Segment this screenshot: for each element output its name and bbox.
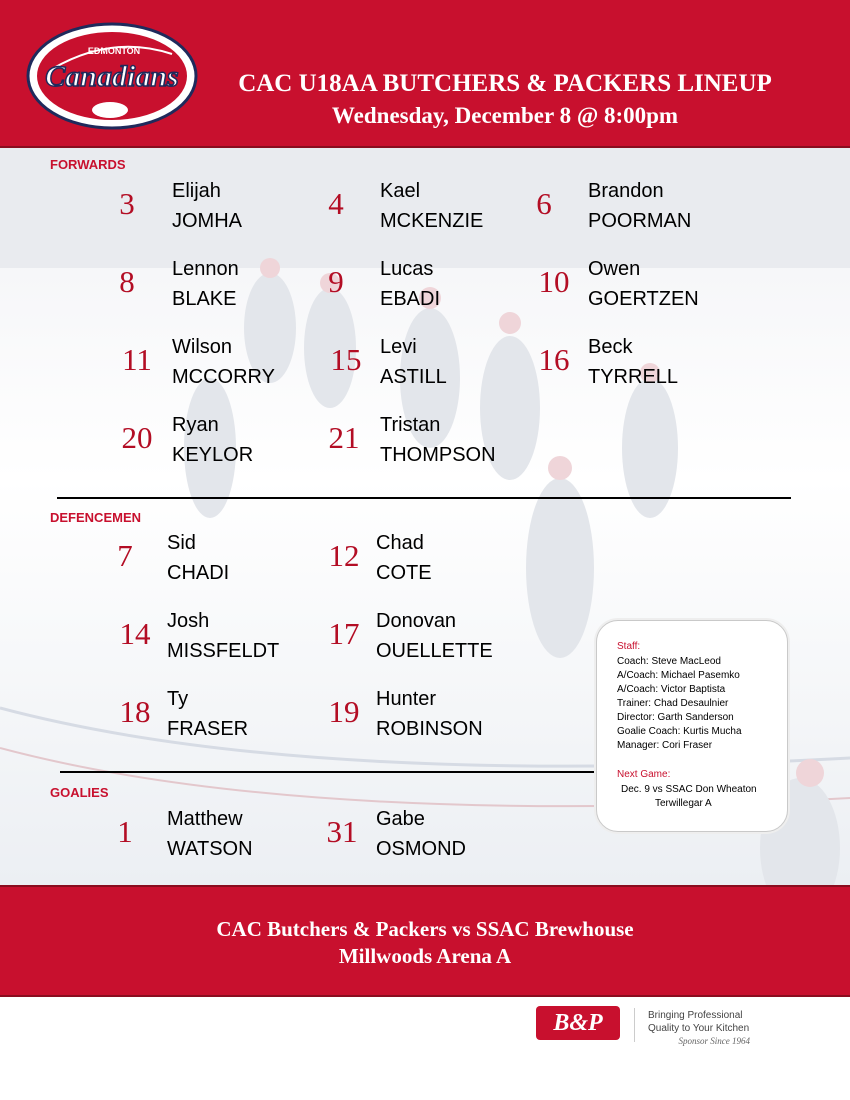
- player-last-name: MISSFELDT: [167, 640, 280, 662]
- sponsor-since: Sponsor Since 1964: [678, 1036, 750, 1046]
- jersey-number: 11: [122, 342, 152, 377]
- player-first-name: Ty: [167, 688, 189, 710]
- player-first-name: Elijah: [172, 180, 221, 202]
- jersey-number: 31: [326, 814, 358, 849]
- staff-line: A/Coach: Michael Pasemko: [617, 670, 740, 681]
- player-first-name: Wilson: [172, 336, 233, 358]
- jersey-number: 7: [117, 538, 133, 573]
- player-last-name: TYRRELL: [588, 366, 679, 388]
- staff-line: Goalie Coach: Kurtis Mucha: [617, 726, 742, 737]
- next-game-heading: Next Game:: [617, 769, 671, 780]
- section-divider: [57, 497, 791, 499]
- jersey-number: 4: [328, 186, 344, 221]
- player-last-name: POORMAN: [588, 210, 692, 232]
- player-last-name: EBADI: [380, 288, 441, 310]
- player-first-name: Sid: [167, 532, 196, 554]
- sponsor-separator: [634, 1008, 635, 1042]
- staff-line: Trainer: Chad Desaulnier: [617, 698, 729, 709]
- jersey-number: 9: [328, 264, 344, 299]
- jersey-number: 20: [121, 420, 153, 455]
- staff-line: Coach: Steve MacLeod: [617, 656, 721, 667]
- player-last-name: ASTILL: [380, 366, 447, 388]
- jersey-number: 12: [328, 538, 360, 573]
- staff-line: A/Coach: Victor Baptista: [617, 684, 726, 695]
- jersey-number: 6: [536, 186, 552, 221]
- jersey-number: 15: [330, 342, 362, 377]
- jersey-number: 17: [328, 616, 360, 651]
- next-game-venue: Terwillegar A: [655, 798, 712, 809]
- player-last-name: MCCORRY: [172, 366, 275, 388]
- player-first-name: Josh: [167, 610, 210, 632]
- section-divider: [60, 771, 594, 773]
- matchup-text: CAC Butchers & Packers vs SSAC Brewhouse: [216, 917, 634, 941]
- goalies-label: GOALIES: [50, 785, 109, 800]
- player-first-name: Matthew: [167, 808, 243, 830]
- player-first-name: Levi: [380, 336, 417, 358]
- player-last-name: GOERTZEN: [588, 288, 699, 310]
- player-first-name: Ryan: [172, 414, 219, 436]
- jersey-number: 14: [119, 616, 151, 651]
- header-banner: [0, 0, 850, 149]
- player-first-name: Gabe: [376, 808, 425, 830]
- jersey-number: 10: [538, 264, 570, 299]
- player-last-name: KEYLOR: [172, 444, 254, 466]
- player-last-name: COTE: [376, 562, 432, 584]
- player-last-name: MCKENZIE: [380, 210, 484, 232]
- staff-line: Manager: Cori Fraser: [617, 740, 713, 751]
- jersey-number: 8: [119, 264, 135, 299]
- sponsor-tagline-1: Bringing Professional: [648, 1010, 743, 1021]
- player-last-name: WATSON: [167, 838, 253, 860]
- team-logo: [22, 14, 202, 134]
- player-first-name: Owen: [588, 258, 641, 280]
- player-first-name: Lucas: [380, 258, 434, 280]
- game-date: Wednesday, December 8 @ 8:00pm: [331, 103, 679, 128]
- player-first-name: Chad: [376, 532, 424, 554]
- player-last-name: BLAKE: [172, 288, 237, 310]
- sponsor-logo: B&P: [536, 1006, 620, 1040]
- jersey-number: 18: [119, 694, 151, 729]
- player-last-name: FRASER: [167, 718, 249, 740]
- player-last-name: ROBINSON: [376, 718, 483, 740]
- jersey-number: 16: [538, 342, 570, 377]
- player-last-name: THOMPSON: [380, 444, 496, 466]
- staff-heading: Staff:: [617, 641, 641, 652]
- player-last-name: OSMOND: [376, 838, 466, 860]
- footer-banner: [0, 885, 850, 997]
- defencemen-label: DEFENCEMEN: [50, 510, 142, 525]
- jersey-number: 1: [117, 814, 133, 849]
- player-last-name: CHADI: [167, 562, 230, 584]
- player-first-name: Hunter: [376, 688, 437, 710]
- jersey-number: 3: [119, 186, 135, 221]
- arena-text: Millwoods Arena A: [338, 944, 512, 968]
- player-last-name: OUELLETTE: [376, 640, 493, 662]
- staff-panel: [596, 620, 788, 832]
- player-first-name: Tristan: [380, 414, 441, 436]
- player-first-name: Donovan: [376, 610, 457, 632]
- player-first-name: Lennon: [172, 258, 239, 280]
- player-first-name: Beck: [588, 336, 633, 358]
- next-game-opponent: Dec. 9 vs SSAC Don Wheaton: [621, 784, 757, 795]
- player-first-name: Brandon: [588, 180, 664, 202]
- jersey-number: 19: [328, 694, 360, 729]
- logo-canadians-text: Canadians: [45, 60, 179, 93]
- sponsor-tagline-2: Quality to Your Kitchen: [648, 1023, 750, 1034]
- jersey-number: 21: [328, 420, 360, 455]
- page-title: CAC U18AA BUTCHERS & PACKERS LINEUP: [238, 70, 772, 97]
- player-last-name: JOMHA: [172, 210, 242, 232]
- forwards-label: FORWARDS: [50, 157, 126, 172]
- staff-line: Director: Garth Sanderson: [617, 712, 734, 723]
- logo-edmonton-text: EDMONTON: [87, 46, 141, 56]
- player-first-name: Kael: [380, 180, 421, 202]
